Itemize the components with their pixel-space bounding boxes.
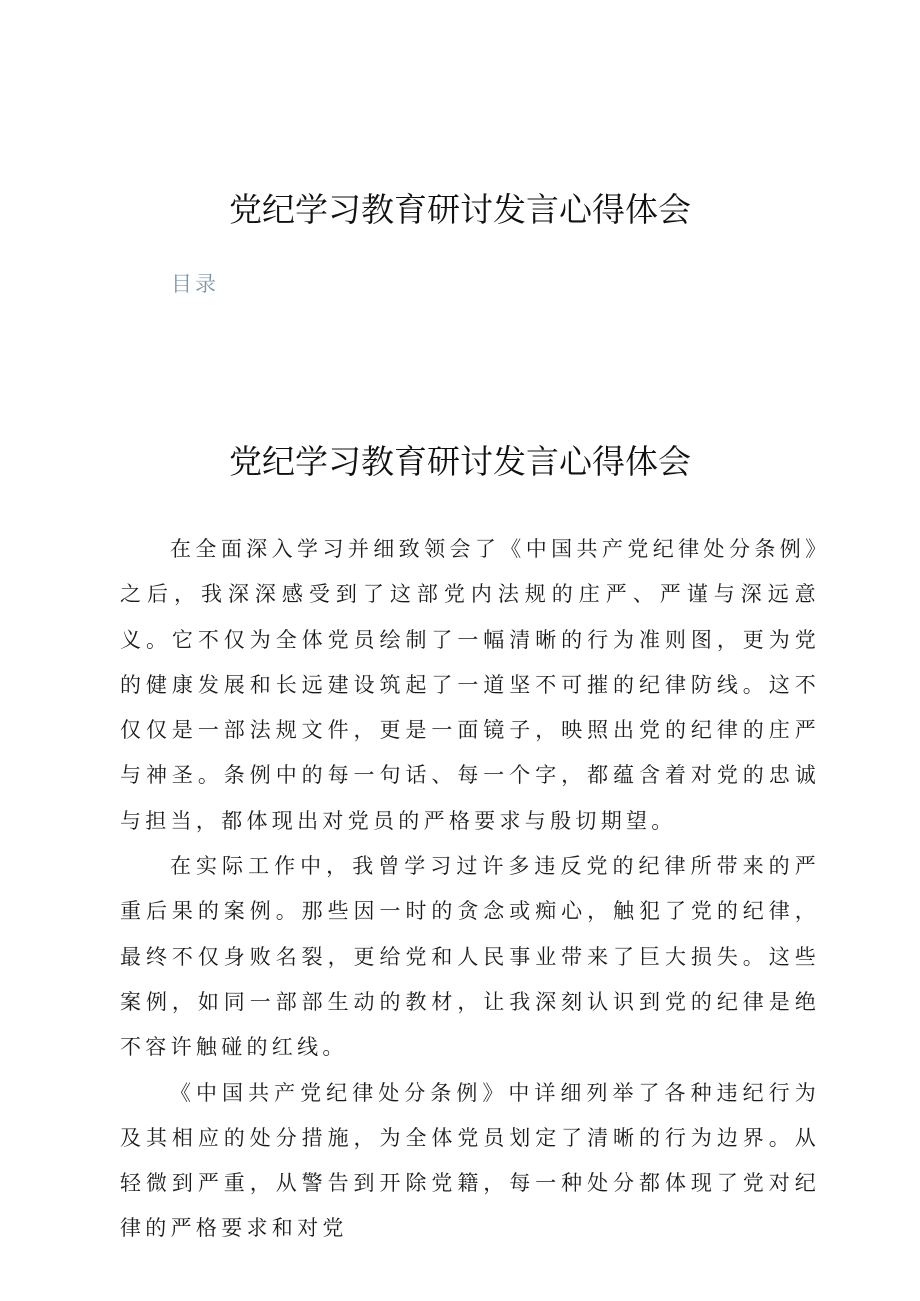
- paragraph-2: 在实际工作中，我曾学习过许多违反党的纪律所带来的严重后果的案例。那些因一时的贪念或痴心，触犯了党的纪律，最终不仅身败名裂，更给党和人民事业带来了巨大损失。这些案例，如同一部部生动的教材，让我深刻认识到党的纪律是绝不容许触碰的红线。: [120, 854, 820, 1060]
- body-title: 党纪学习教育研讨发言心得体会: [229, 442, 691, 481]
- table-of-contents-link[interactable]: 目录: [171, 272, 219, 296]
- paragraph-3: 《中国共产党纪律处分条例》中详细列举了各种违纪行为及其相应的处分措施，为全体党员划定了清晰的行为边界。从轻微到严重，从警告到开除党籍，每一种处分都体现了党对纪律的严格要求和对党: [120, 1080, 820, 1241]
- body-text: [120, 527, 820, 1252]
- paragraph-1: 在全面深入学习并细致领会了《中国共产党纪律处分条例》之后，我深深感受到了这部党内法规的庄严、严谨与深远意义。它不仅为全体党员绘制了一幅清晰的行为准则图，更为党的健康发展和长远建设筑起了一道坚不可摧的纪律防线。这不仅仅是一部法规文件，更是一面镜子，映照出党的纪律的庄严与神圣。条例中的每一句话、每一个字，都蕴含着对党的忠诚与担当，都体现出对党员的严格要求与殷切期望。: [120, 537, 820, 833]
- cover-title: 党纪学习教育研讨发言心得体会: [229, 190, 691, 229]
